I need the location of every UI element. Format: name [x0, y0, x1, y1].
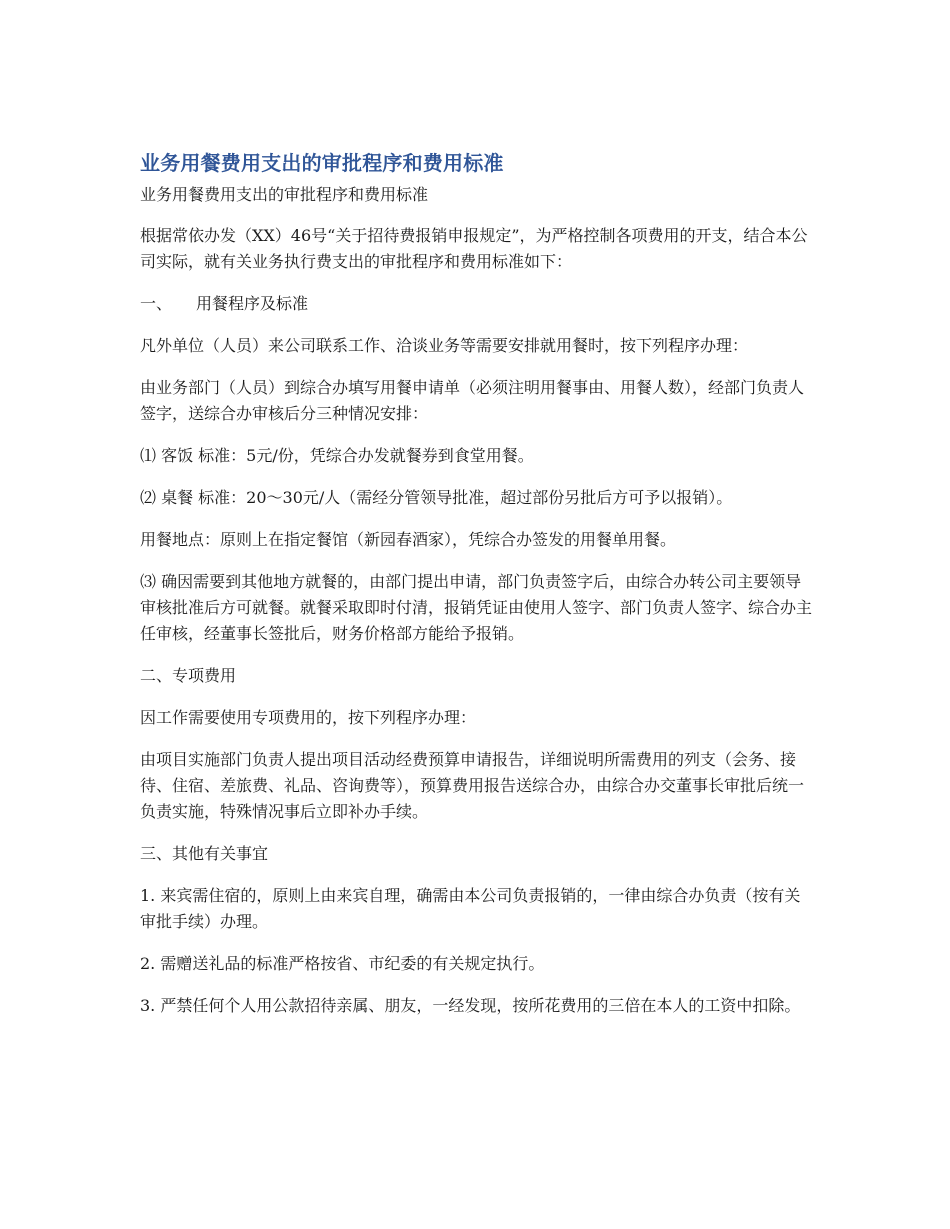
section-1-paragraph: ⑵ 桌餐 标准：20～30元/人（需经分管领导批准，超过部份另批后方可予以报销）。	[140, 488, 733, 507]
section-1-paragraph: 由业务部门（人员）到综合办填写用餐申请单（必须注明用餐事由、用餐人数），经部门负责人签字，送综合办审核后分三种情况安排：	[140, 378, 805, 423]
document-title: 业务用餐费用支出的审批程序和费用标准	[140, 151, 504, 175]
section-2-paragraph: 因工作需要使用专项费用的，按下列程序办理：	[140, 708, 477, 727]
section-1-paragraph: 凡外单位（人员）来公司联系工作、洽谈业务等需要安排就用餐时，按下列程序办理：	[140, 336, 749, 355]
section-1-paragraph: 用餐地点：原则上在指定餐馆（新园春酒家），凭综合办签发的用餐单用餐。	[140, 530, 677, 549]
section-3-paragraph: 1. 来宾需住宿的，原则上由来宾自理，确需由本公司负责报销的，一律由综合办负责（按有关审批手续）办理。	[140, 886, 801, 931]
document-subtitle: 业务用餐费用支出的审批程序和费用标准	[140, 185, 429, 204]
section-1-number: 一、	[140, 294, 173, 313]
section-2-paragraph: 由项目实施部门负责人提出项目活动经费预算申请报告，详细说明所需费用的列支（会务、接待、住宿、差旅费、礼品、咨询费等），预算费用报告送综合办，由综合办交董事长审批后统一负责实施，特殊情况事后立即补办手续。	[140, 750, 805, 821]
intro-paragraph: 根据常依办发（XX）46号“关于招待费报销申报规定”，为严格控制各项费用的开支，结合本公司实际，就有关业务执行费支出的审批程序和费用标准如下：	[140, 226, 808, 271]
section-3-paragraph: 3. 严禁任何个人用公款招待亲属、朋友，一经发现，按所花费用的三倍在本人的工资中扣除。	[140, 996, 801, 1015]
section-3-paragraph: 2. 需赠送礼品的标准严格按省、市纪委的有关规定执行。	[140, 954, 545, 973]
section-1-paragraph: ⑶ 确因需要到其他地方就餐的，由部门提出申请，部门负责签字后，由综合办转公司主要领导审核批准后方可就餐。就餐采取即时付清，报销凭证由使用人签字、部门负责人签字、综合办主任审核，经董事长签批后，财务价格部方能给予报销。	[140, 572, 813, 643]
section-1-heading	[140, 291, 812, 317]
document-page	[140, 147, 812, 1019]
section-3-heading: 三、其他有关事宜	[140, 844, 269, 863]
section-1-paragraph: ⑴ 客饭 标准：5元/份，凭综合办发就餐券到食堂用餐。	[140, 446, 534, 465]
section-1-heading-text: 用餐程序及标准	[196, 294, 309, 313]
section-2-heading: 二、专项费用	[140, 666, 237, 685]
